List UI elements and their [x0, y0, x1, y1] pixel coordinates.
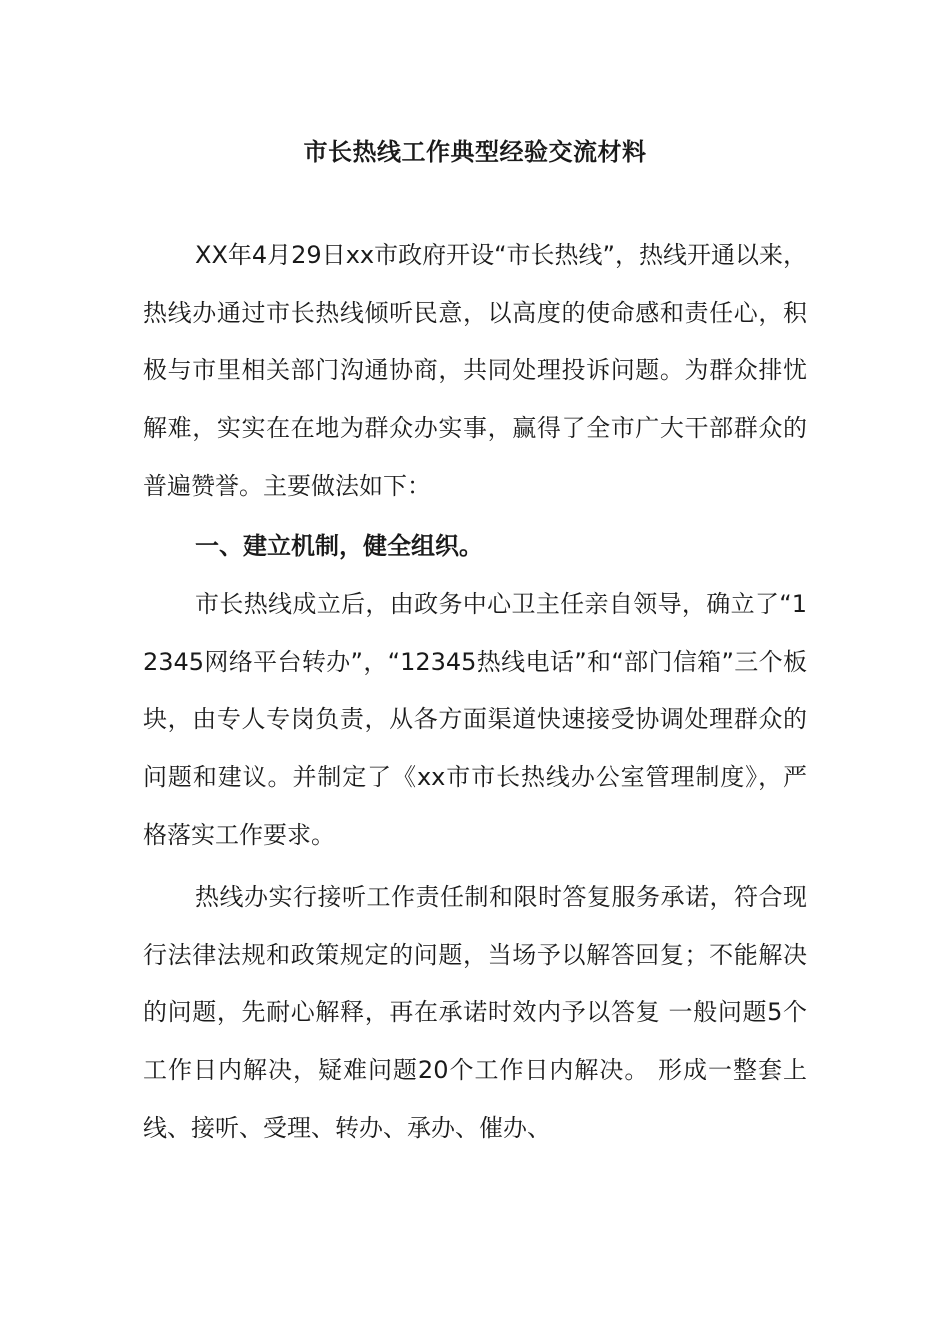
paragraph-mechanism: 市长热线成立后，由政务中心卫主任亲自领导，确立了“12345网络平台转办”，“12345热线电话”和“部门信箱”三个板块，由专人专岗负责，从各方面渠道快速接受协调处理群众的问题和建议。并制定了《xx市市长热线办公室管理制度》，严格落实工作要求。	[143, 590, 807, 849]
section-heading-1: 一、建立机制，健全组织。	[195, 532, 483, 560]
document-title: 市长热线工作典型经验交流材料	[303, 138, 647, 166]
paragraph-responsibility: 热线办实行接听工作责任制和限时答复服务承诺，符合现行法律法规和政策规定的问题，当场予以解答回复；不能解决的问题，先耐心解释，再在承诺时效内予以答复 一般问题5个工作日内解决，疑难问题20个工作日内解决。 形成一整套上线、接听、受理、转办、承办、催办、	[143, 883, 807, 1142]
paragraph-intro: XX年4月29日xx市政府开设“市长热线”，热线开通以来，热线办通过市长热线倾听民意，以高度的使命感和责任心，积极与市里相关部门沟通协商，共同处理投诉问题。为群众排忧解难，实实在在地为群众办实事，赢得了全市广大干部群众的普遍赞誉。主要做法如下：	[143, 241, 807, 500]
